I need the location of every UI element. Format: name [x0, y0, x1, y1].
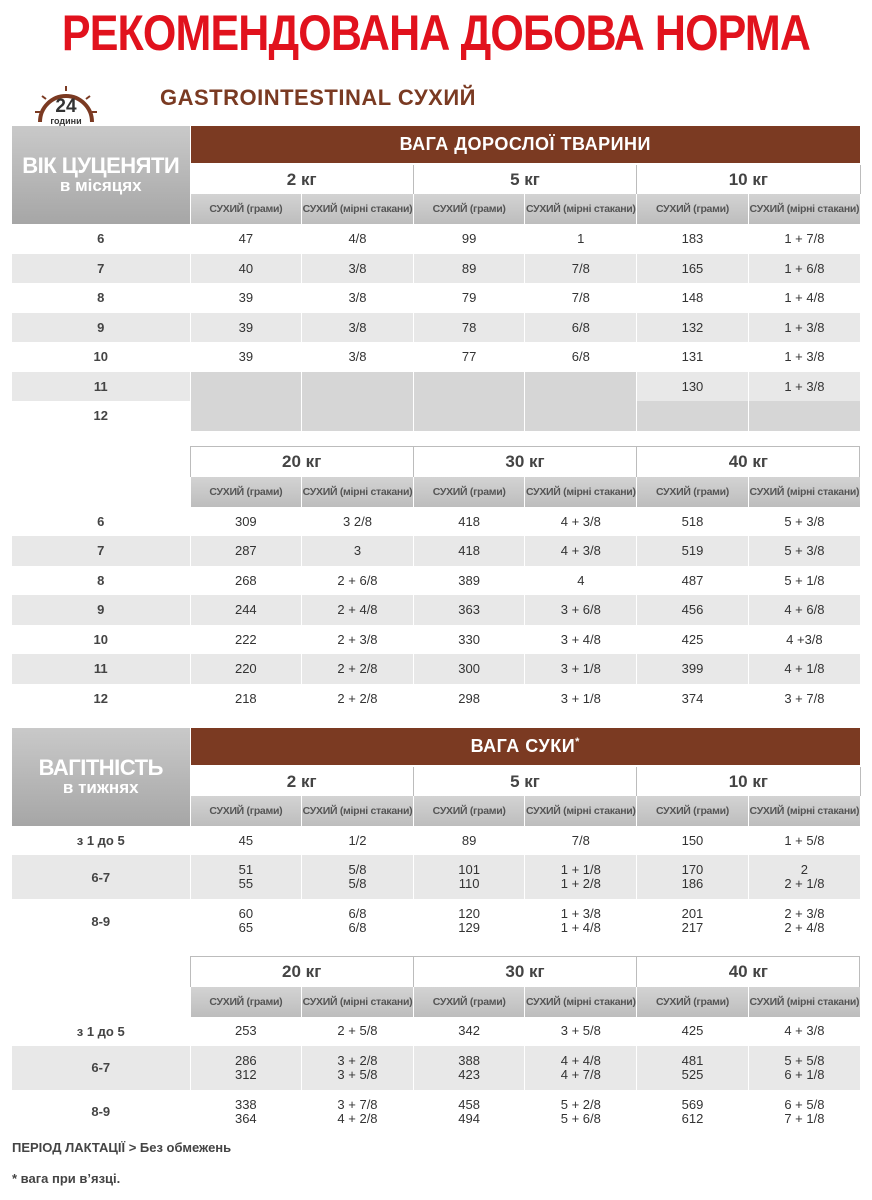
table-row: [12, 1017, 860, 1046]
table-row: [12, 855, 860, 899]
cell-line: 4 + 7/8: [560, 1066, 601, 1082]
cell-line: 55: [238, 876, 254, 891]
cups-cell: [748, 855, 860, 899]
cups-subheader: СУХИЙ (мірні стакани): [302, 194, 414, 224]
weight-header: 5 кг: [413, 164, 636, 194]
grams-cell: [637, 401, 749, 431]
cups-cell: 5 + 1/8: [748, 566, 860, 596]
cups-cell: 6/8: [525, 313, 637, 343]
row-label: 7: [12, 254, 190, 284]
cell-line: 494: [458, 1110, 480, 1126]
cups-cell: [302, 372, 414, 402]
cups-cell: [525, 826, 637, 855]
cups-cell: [748, 826, 860, 855]
cell-line: 110: [458, 876, 480, 891]
grams-cell: 131: [637, 342, 749, 372]
puppy-age-header: ВІК ЦУЦЕНЯТИ в місяцях: [12, 126, 190, 224]
row-label: 8: [12, 283, 190, 313]
grams-cell: [637, 1017, 749, 1046]
cell-line: 2: [800, 862, 808, 877]
cell-line: 423: [458, 1066, 480, 1082]
row-label: з 1 до 5: [12, 1017, 190, 1046]
grams-cell: 287: [190, 536, 302, 566]
cell-line: 7 + 1/8: [784, 1110, 825, 1126]
cups-cell: 7/8: [525, 283, 637, 313]
grams-subheader: СУХИЙ (грами): [413, 477, 525, 507]
grams-cell: [413, 826, 525, 855]
cups-cell: 5 + 3/8: [748, 536, 860, 566]
cups-cell: 3 + 6/8: [525, 595, 637, 625]
grams-cell: 309: [190, 507, 302, 537]
cups-cell: [302, 401, 414, 431]
row-label: 8: [12, 566, 190, 596]
grams-cell: 183: [637, 224, 749, 254]
cups-cell: [525, 401, 637, 431]
cups-subheader: СУХИЙ (мірні стакани): [525, 194, 637, 224]
grams-subheader: СУХИЙ (грами): [413, 194, 525, 224]
table-row: [12, 536, 860, 566]
row-label: 8-9: [12, 899, 190, 943]
cups-subheader: СУХИЙ (мірні стакани): [525, 796, 637, 826]
cups-subheader: СУХИЙ (мірні стакани): [748, 796, 860, 826]
table-row: [12, 254, 860, 284]
cups-cell: 3/8: [302, 283, 414, 313]
footnote: * вага при в’язці.: [12, 1171, 121, 1186]
cups-subheader: СУХИЙ (мірні стакани): [748, 987, 860, 1017]
cell-line: 1 + 3/8: [560, 906, 601, 921]
cups-cell: 4/8: [302, 224, 414, 254]
weight-header: 40 кг: [637, 447, 860, 477]
grams-cell: 389: [413, 566, 525, 596]
cell-line: 388: [458, 1052, 480, 1068]
grams-cell: [413, 372, 525, 402]
cell-line: 481: [681, 1052, 704, 1068]
weight-header: 20 кг: [190, 957, 413, 987]
grams-cell: [637, 826, 749, 855]
cell-line: 525: [681, 1066, 704, 1082]
grams-subheader: СУХИЙ (грами): [190, 987, 302, 1017]
cell-line: 120: [458, 906, 480, 921]
cups-cell: [302, 1090, 414, 1134]
cell-line: 101: [458, 862, 480, 877]
cups-cell: 3 2/8: [302, 507, 414, 537]
cell-line: 364: [234, 1110, 257, 1126]
grams-cell: 132: [637, 313, 749, 343]
cups-subheader: СУХИЙ (мірні стакани): [748, 477, 860, 507]
grams-cell: 518: [637, 507, 749, 537]
grams-cell: 456: [637, 595, 749, 625]
cell-line: 5/8: [348, 876, 367, 891]
grams-subheader: СУХИЙ (грами): [637, 194, 749, 224]
cups-cell: 1 + 3/8: [748, 313, 860, 343]
table-row: [12, 1046, 860, 1090]
grams-cell: 78: [413, 313, 525, 343]
grams-cell: 218: [190, 684, 302, 714]
cell-line: 89: [461, 832, 477, 848]
cups-cell: [748, 401, 860, 431]
table-row: [12, 899, 860, 943]
table-row: [12, 401, 860, 431]
cups-cell: [525, 899, 637, 943]
grams-cell: 220: [190, 654, 302, 684]
cell-line: 6/8: [348, 906, 367, 921]
grams-cell: 99: [413, 224, 525, 254]
puppy-table-small: [12, 126, 861, 431]
weight-header: 2 кг: [190, 766, 413, 796]
cups-cell: 1 + 3/8: [748, 372, 860, 402]
table-row: [12, 595, 860, 625]
row-label: 12: [12, 401, 190, 431]
grams-cell: 39: [190, 313, 302, 343]
cups-cell: 4 +3/8: [748, 625, 860, 655]
grams-cell: 330: [413, 625, 525, 655]
cups-cell: [748, 1017, 860, 1046]
table-row: [12, 654, 860, 684]
cell-line: 6 + 1/8: [784, 1066, 825, 1082]
grams-cell: 487: [637, 566, 749, 596]
cell-line: 612: [681, 1110, 704, 1126]
grams-cell: [413, 401, 525, 431]
cell-line: 45: [238, 832, 254, 848]
grams-cell: [190, 401, 302, 431]
grams-subheader: СУХИЙ (грами): [190, 477, 302, 507]
grams-cell: 300: [413, 654, 525, 684]
cups-cell: [302, 1017, 414, 1046]
cups-cell: [525, 1017, 637, 1046]
blank-corner: [12, 447, 190, 507]
page-title: РЕКОМЕНДОВАНА ДОБОВА НОРМА: [61, 5, 811, 61]
product-subtitle: GASTROINTESTINAL СУХИЙ: [160, 85, 476, 110]
grams-cell: 165: [637, 254, 749, 284]
cell-line: 5 + 2/8: [560, 1096, 601, 1112]
weight-header: 30 кг: [413, 447, 636, 477]
bitch-weight-banner: ВАГА СУКИ*: [190, 728, 860, 766]
grams-cell: [637, 855, 749, 899]
cups-cell: 4: [525, 566, 637, 596]
grams-cell: 39: [190, 283, 302, 313]
cell-line: 60: [238, 906, 254, 921]
pregnancy-table-large: [12, 956, 860, 1134]
table-row: [12, 625, 860, 655]
grams-cell: 77: [413, 342, 525, 372]
cell-line: 186: [681, 876, 704, 891]
cups-cell: 5 + 3/8: [748, 507, 860, 537]
cups-cell: 3/8: [302, 254, 414, 284]
grams-cell: 425: [637, 625, 749, 655]
cups-cell: 1 + 6/8: [748, 254, 860, 284]
cups-cell: 7/8: [525, 254, 637, 284]
cell-line: 51: [238, 862, 254, 877]
cups-cell: 3/8: [302, 342, 414, 372]
grams-cell: 39: [190, 342, 302, 372]
cups-cell: 2 + 2/8: [302, 654, 414, 684]
cell-line: 201: [681, 906, 704, 921]
row-label: 9: [12, 313, 190, 343]
weight-header-row: [12, 957, 860, 987]
grams-cell: 40: [190, 254, 302, 284]
row-label: 12: [12, 684, 190, 714]
grams-cell: 79: [413, 283, 525, 313]
cell-line: 1 + 1/8: [560, 862, 601, 877]
cell-line: 2 + 4/8: [784, 920, 825, 935]
cups-cell: 4 + 1/8: [748, 654, 860, 684]
cell-line: 150: [681, 832, 704, 848]
weight-header: 10 кг: [637, 164, 860, 194]
pregnancy-weeks-header: ВАГІТНІСТЬ в тижнях: [12, 728, 190, 826]
cups-subheader: СУХИЙ (мірні стакани): [525, 477, 637, 507]
cell-line: 1 + 2/8: [560, 876, 601, 891]
row-label: 9: [12, 595, 190, 625]
cups-cell: 1 + 7/8: [748, 224, 860, 254]
cups-cell: [748, 1046, 860, 1090]
grams-cell: [190, 372, 302, 402]
table-row: [12, 684, 860, 714]
cups-cell: [748, 899, 860, 943]
cups-cell: [302, 855, 414, 899]
grams-subheader: СУХИЙ (грами): [637, 987, 749, 1017]
cups-cell: [525, 372, 637, 402]
cups-cell: 3 + 1/8: [525, 654, 637, 684]
cell-line: 458: [458, 1096, 480, 1112]
grams-cell: 418: [413, 507, 525, 537]
cell-line: 7/8: [571, 832, 590, 848]
cups-cell: 4 + 3/8: [525, 507, 637, 537]
puppy-table-large: [12, 446, 860, 713]
cell-line: 425: [681, 1023, 704, 1038]
row-label: 6: [12, 224, 190, 254]
grams-cell: [413, 1090, 525, 1134]
cups-cell: 3 + 4/8: [525, 625, 637, 655]
cell-line: 1/2: [348, 832, 367, 848]
table-row: [12, 283, 860, 313]
cell-line: 3 + 5/8: [560, 1023, 601, 1038]
grams-cell: [413, 1017, 525, 1046]
cups-cell: 1 + 4/8: [748, 283, 860, 313]
table-row: [12, 372, 860, 402]
grams-cell: [413, 855, 525, 899]
cell-line: 4 + 3/8: [784, 1023, 825, 1038]
weight-header: 30 кг: [413, 957, 636, 987]
cups-subheader: СУХИЙ (мірні стакани): [302, 987, 414, 1017]
cups-cell: 2 + 2/8: [302, 684, 414, 714]
cups-cell: 3 + 7/8: [748, 684, 860, 714]
cups-cell: [302, 826, 414, 855]
row-label: 7: [12, 536, 190, 566]
cell-line: 5/8: [348, 862, 367, 877]
grams-cell: [190, 826, 302, 855]
grams-cell: 268: [190, 566, 302, 596]
grams-cell: 418: [413, 536, 525, 566]
grams-cell: [413, 899, 525, 943]
cups-cell: [525, 1046, 637, 1090]
cell-line: 569: [681, 1096, 704, 1112]
weight-header: 5 кг: [413, 766, 636, 796]
weight-header-row: [12, 447, 860, 477]
cell-line: 217: [681, 920, 704, 935]
row-label: 6-7: [12, 1046, 190, 1090]
cell-line: 170: [681, 862, 704, 877]
cups-cell: 3/8: [302, 313, 414, 343]
cell-line: 286: [234, 1052, 257, 1068]
cups-cell: [525, 855, 637, 899]
grams-cell: 222: [190, 625, 302, 655]
cell-line: 1 + 4/8: [560, 920, 601, 935]
cups-cell: 1: [525, 224, 637, 254]
cell-line: 2 + 5/8: [337, 1023, 378, 1038]
cell-line: 4 + 2/8: [337, 1110, 378, 1126]
clock-number: 24: [55, 96, 77, 117]
row-label: 8-9: [12, 1090, 190, 1134]
cell-line: 3 + 2/8: [337, 1052, 378, 1068]
grams-cell: 363: [413, 595, 525, 625]
grams-cell: 374: [637, 684, 749, 714]
table-row: [12, 507, 860, 537]
grams-cell: 244: [190, 595, 302, 625]
cups-cell: [525, 1090, 637, 1134]
cups-cell: 2 + 4/8: [302, 595, 414, 625]
grams-subheader: СУХИЙ (грами): [190, 796, 302, 826]
row-label: 6-7: [12, 855, 190, 899]
cups-cell: [748, 1090, 860, 1134]
cups-cell: 2 + 6/8: [302, 566, 414, 596]
table-row: [12, 224, 860, 254]
table-row: [12, 826, 860, 855]
cell-line: 3 + 5/8: [337, 1066, 378, 1082]
pregnancy-table-small: [12, 728, 861, 943]
cups-cell: 1 + 3/8: [748, 342, 860, 372]
cell-line: 312: [234, 1066, 257, 1082]
grams-cell: 148: [637, 283, 749, 313]
grams-cell: 89: [413, 254, 525, 284]
grams-subheader: СУХИЙ (грами): [637, 477, 749, 507]
table-row: [12, 342, 860, 372]
cups-subheader: СУХИЙ (мірні стакани): [525, 987, 637, 1017]
grams-cell: 130: [637, 372, 749, 402]
cell-line: 2 + 1/8: [784, 876, 825, 891]
grams-subheader: СУХИЙ (грами): [637, 796, 749, 826]
adult-weight-banner: ВАГА ДОРОСЛОЇ ТВАРИНИ: [190, 126, 860, 164]
grams-cell: 298: [413, 684, 525, 714]
lactation-note: ПЕРІОД ЛАКТАЦІЇ > Без обмежень: [12, 1140, 232, 1155]
cell-line: 253: [234, 1023, 257, 1038]
cups-cell: 4 + 3/8: [525, 536, 637, 566]
grams-cell: [190, 1017, 302, 1046]
grams-subheader: СУХИЙ (грами): [190, 194, 302, 224]
grams-cell: 47: [190, 224, 302, 254]
row-label: 10: [12, 342, 190, 372]
cell-line: 338: [234, 1096, 257, 1112]
grams-cell: [637, 1046, 749, 1090]
cups-cell: 6/8: [525, 342, 637, 372]
cups-cell: 3 + 1/8: [525, 684, 637, 714]
grams-cell: 399: [637, 654, 749, 684]
clock-label: години: [50, 116, 82, 126]
cell-line: 4 + 4/8: [560, 1052, 601, 1068]
grams-cell: [637, 1090, 749, 1134]
grams-cell: [637, 899, 749, 943]
cups-cell: 4 + 6/8: [748, 595, 860, 625]
cell-line: 5 + 6/8: [560, 1110, 601, 1126]
weight-header: 2 кг: [190, 164, 413, 194]
grams-cell: [413, 1046, 525, 1090]
grams-cell: [190, 855, 302, 899]
table-row: [12, 1090, 860, 1134]
cups-subheader: СУХИЙ (мірні стакани): [748, 194, 860, 224]
row-label: 10: [12, 625, 190, 655]
grams-cell: [190, 1046, 302, 1090]
cups-cell: 3: [302, 536, 414, 566]
grams-subheader: СУХИЙ (грами): [413, 796, 525, 826]
weight-header: 10 кг: [637, 766, 860, 796]
cups-subheader: СУХИЙ (мірні стакани): [302, 796, 414, 826]
cell-line: 129: [458, 920, 480, 935]
cell-line: 65: [238, 920, 254, 935]
grams-subheader: СУХИЙ (грами): [413, 987, 525, 1017]
table-row: [12, 313, 860, 343]
cell-line: 3 + 7/8: [337, 1096, 378, 1112]
row-label: 11: [12, 372, 190, 402]
footnote-mark: *: [575, 736, 580, 748]
cell-line: 342: [458, 1023, 480, 1038]
cups-cell: 2 + 3/8: [302, 625, 414, 655]
blank-corner: [12, 957, 190, 1017]
cups-cell: [302, 899, 414, 943]
cups-cell: [302, 1046, 414, 1090]
grams-cell: [190, 1090, 302, 1134]
table-row: [12, 566, 860, 596]
cups-subheader: СУХИЙ (мірні стакани): [302, 477, 414, 507]
grams-cell: 519: [637, 536, 749, 566]
cell-line: 6 + 5/8: [784, 1096, 825, 1112]
cell-line: 5 + 5/8: [784, 1052, 825, 1068]
weight-header: 40 кг: [637, 957, 860, 987]
row-label: 6: [12, 507, 190, 537]
cell-line: 1 + 5/8: [784, 832, 825, 848]
row-label: з 1 до 5: [12, 826, 190, 855]
row-label: 11: [12, 654, 190, 684]
grams-cell: [190, 899, 302, 943]
cell-line: 2 + 3/8: [784, 906, 825, 921]
weight-header: 20 кг: [190, 447, 413, 477]
cell-line: 6/8: [348, 920, 367, 935]
